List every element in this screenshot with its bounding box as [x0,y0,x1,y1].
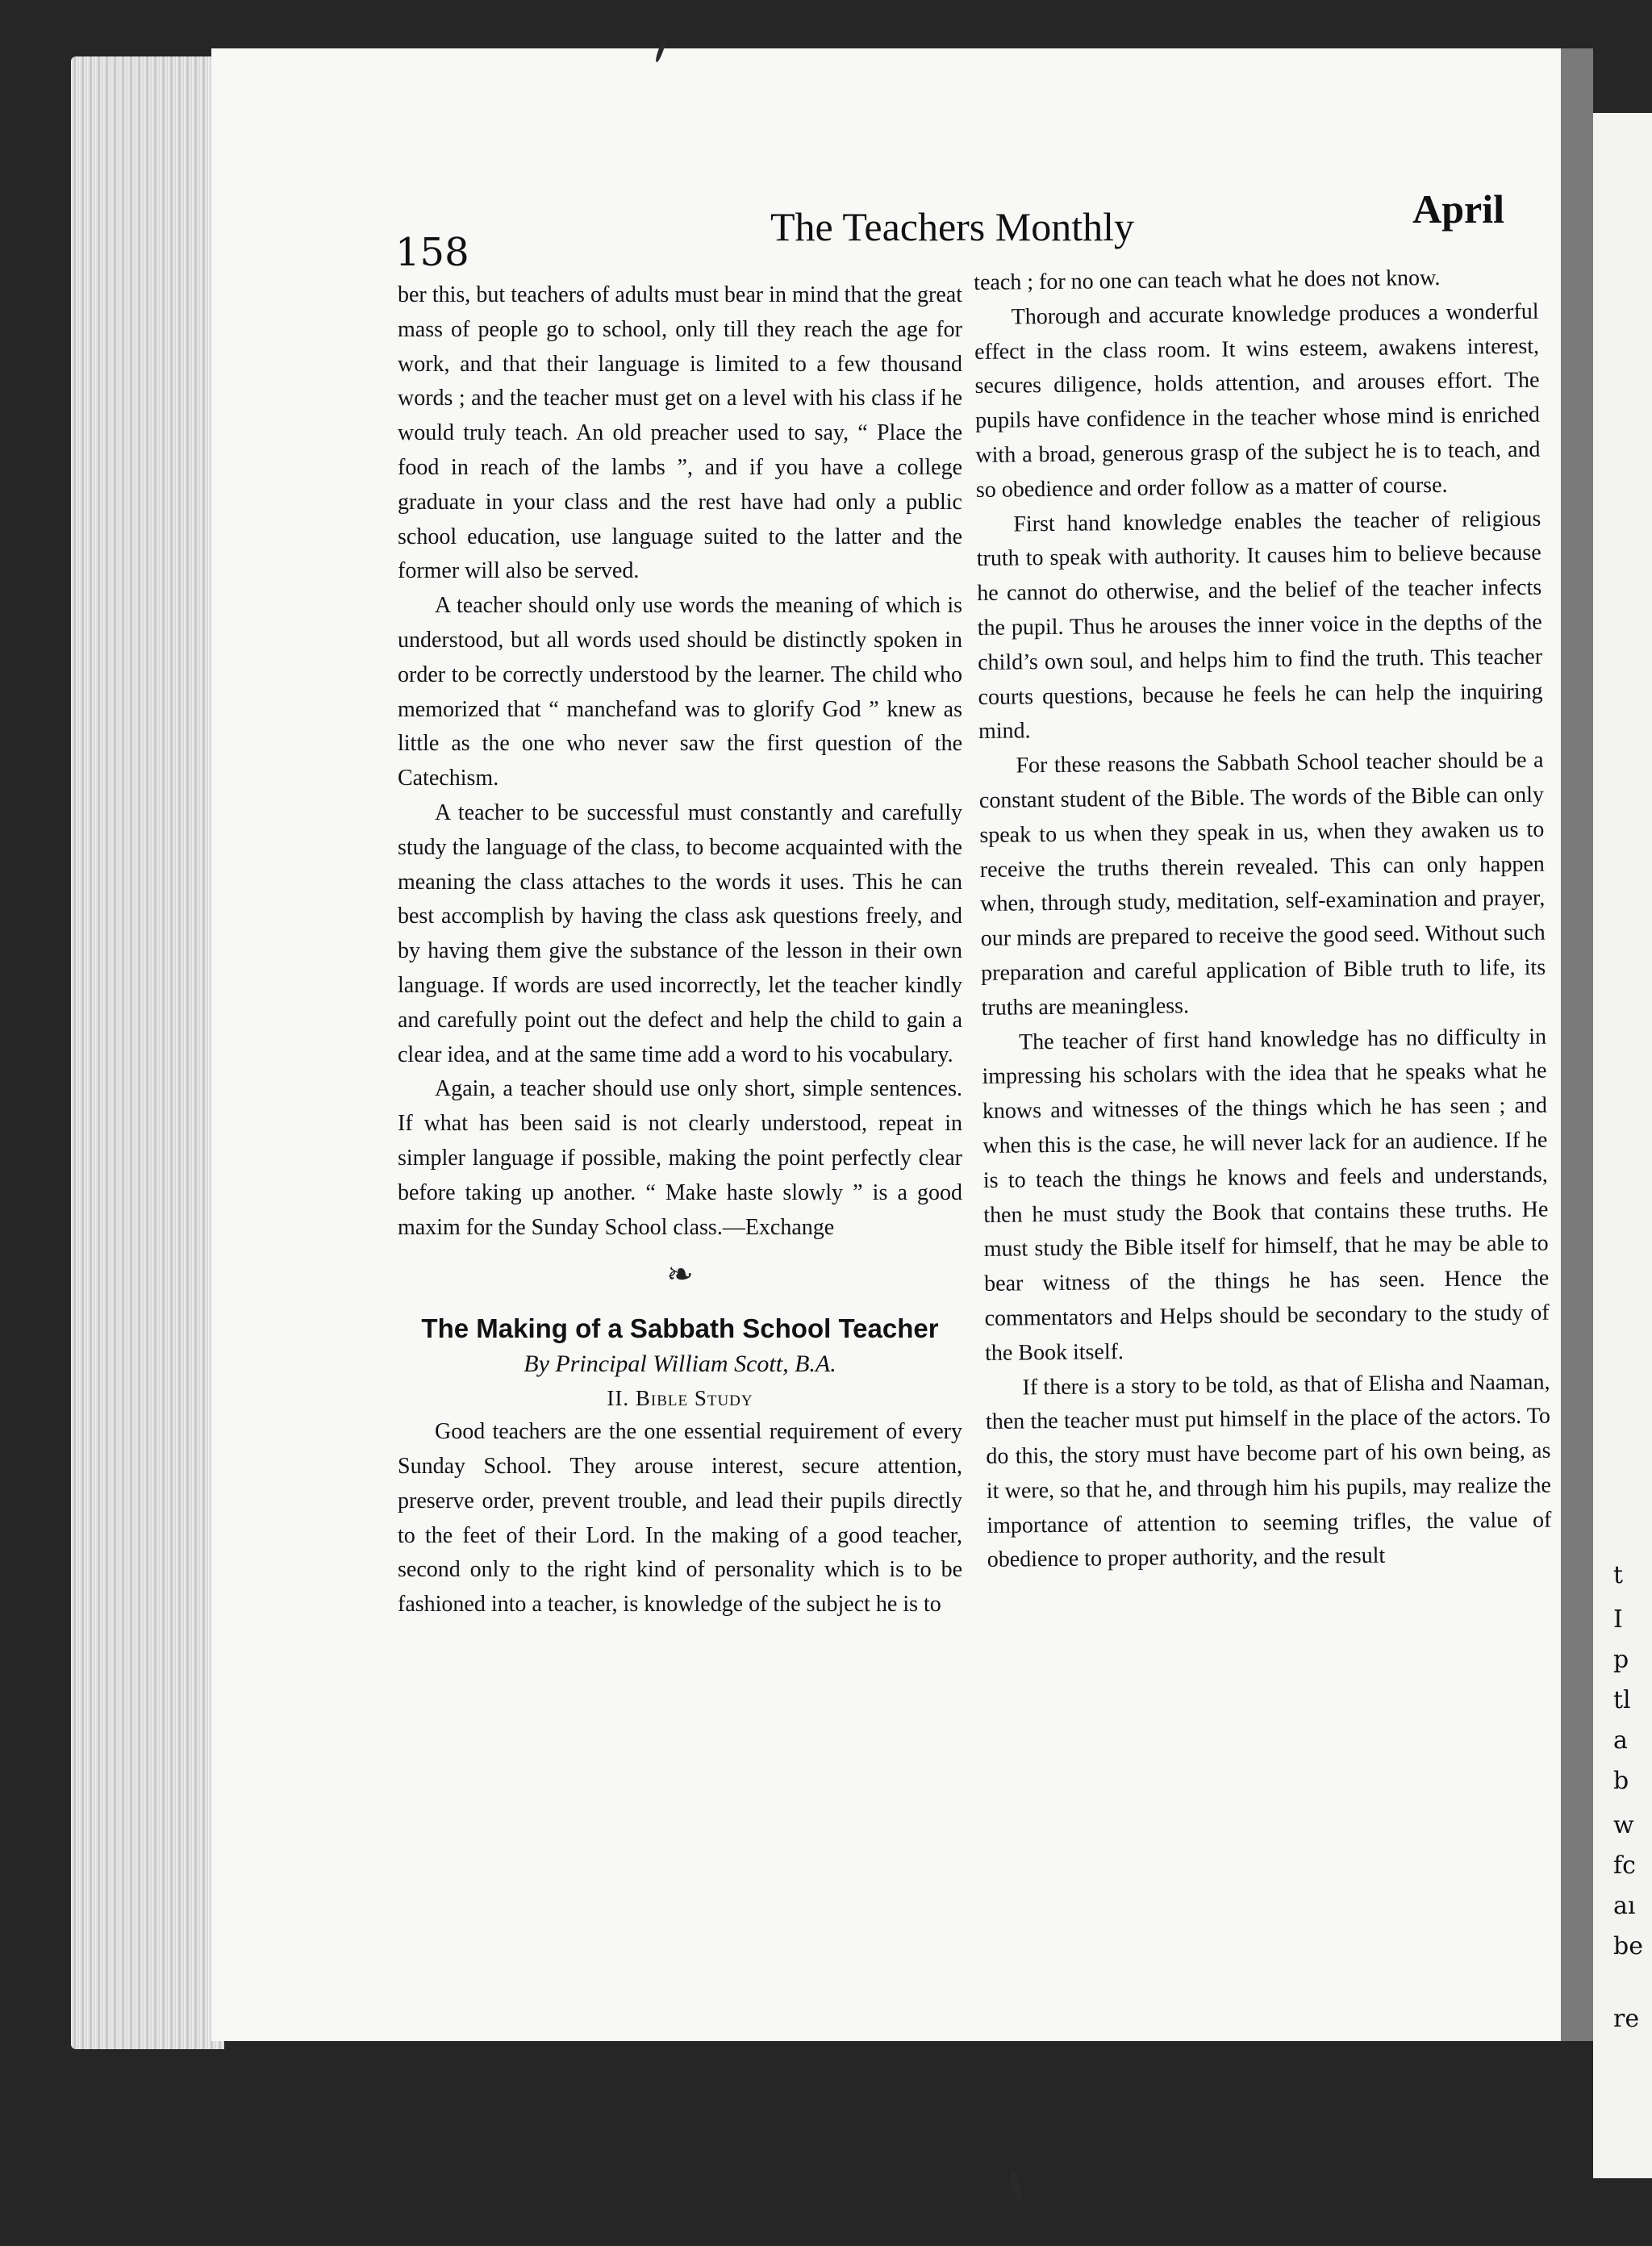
scan-mark [1008,2169,1024,2202]
adjacent-page-fragment: p [1613,1646,1629,1674]
ornament-divider: ❧ [666,1256,694,1293]
paragraph: A teacher to be successful must constantly and carefully study the language of the class, to become acquainted with the meaning the class attaches to the words it uses. This he can best accomplish by having the class ask questions freely, and by having them give the substance of the lesson in their own language. If words are used incorrectly, let the teacher kindly and carefully point out the defect and help the child to gain a clear idea, and at the same time add a word to his vocabulary. [398,799,962,1067]
paragraph: Thorough and accurate knowledge produces a wonderful effect in the class room. It wins esteem, awakens interest, secures diligence, holds attention, and arouses effort. The pupils have confidence in the teacher whose mind is enriched with a broad, generous grasp of the subject he is to teach, and so obedience and order follow as a matter of course. [974,298,1541,503]
paragraph: The teacher of first hand knowledge has no difficulty in impressing his scholars with the idea that he speaks what he knows and witnesses of the things which he has seen ; and when this is the case, he will never lack for an audience. If he is to teach the things he knows and feels and understands, then he must study the Book that contains these truths. He must study the Bible itself for himself, that he may be able to bear witness of the things he has seen. Hence the commentators and Helps should be secondary to the study of the Book itself. [982,1024,1550,1366]
adjacent-page-fragment: aı [1613,1892,1636,1920]
adjacent-page-fragment: a [1613,1726,1628,1755]
adjacent-page-fragment: b [1613,1767,1629,1795]
paragraph: If there is a story to be told, as that of Elisha and Naaman, then the teacher must put himself in the place of the actors. To do this, the story must have become part of his own being, as it were, so that he, and through him his pupils, may realize the importance of attention to seeming trifles, the value of obedience to proper authority, and the result [985,1369,1552,1573]
adjacent-page-fragment: w [1613,1811,1634,1839]
section-heading: II. Bible Study [607,1386,753,1411]
page-header [395,186,1504,275]
article-byline: By Principal William Scott, B.A. [524,1351,836,1378]
article-title: The Making of a Sabbath School Teacher [421,1313,939,1344]
adjacent-page-fragment: t [1613,1561,1624,1589]
page-number: 158 [395,230,469,275]
adjacent-page-fragment: be [1613,1932,1643,1960]
adjacent-page-fragment: tl [1613,1686,1631,1714]
paragraph: Again, a teacher should use only short, simple sentences. If what has been said is not clearly understood, repeat in simpler language if possible, making the point perfectly clear before taking up another. “ Make haste slowly ” is a good maxim for the Sunday School class.—Exchange [398,1076,962,1240]
book-gutter-shadow [1561,48,1593,2041]
book-page-edges [71,56,224,2049]
adjacent-page-fragment: fc [1613,1851,1636,1880]
left-column [398,278,962,1622]
paragraph: Good teachers are the one essential requirement of every Sunday School. They arouse interest, secure attention, preserve order, prevent trouble, and lead their pupils directly to the feet of their Lord. In the making of a good teacher, second only to the right kind of personality which is to be fashioned into a teacher, is knowledge of the subject he is to [398,1419,962,1618]
adjacent-page-fragment: re [1613,2005,1640,2033]
paragraph: ber this, but teachers of adults must bear in mind that the great mass of people go to school, only till they reach the age for work, and that their language is limited to a few thousand words ; and the teacher must get on a level with his class if he would truly teach. An old preacher used to say, “ Place the food in reach of the lambs ”, and if you have a college graduate in your class and the rest have had only a public school education, use language suited to the latter and the former will also be served. [398,282,962,584]
paragraph: For these reasons the Sabbath School teacher should be a constant student of the Bible. The words of the Bible can only speak to us when they speak in us, when they awaken us to receive the truths therein revealed. This can only happen when, through study, meditation, self-examination and prayer, our minds are prepared to receive the good seed. Without such preparation and careful application of Bible truth to life, its truths are meaningless. [978,747,1546,1021]
issue-month: April [1412,186,1504,232]
adjacent-page-fragment: I [1613,1605,1623,1634]
paragraph: A teacher should only use words the meaning of which is understood, but all words used should be distinctly spoken in order to be correctly understood by the learner. The child who memorized that “ manchefand was to glorify God ” knew as little as the one who never saw the first question of the Catechism. [398,593,962,791]
paragraph: teach ; for no one can teach what he does not know. [974,265,1441,295]
paragraph: First hand knowledge enables the teacher of religious truth to speak with authority. It causes him to believe because he cannot do otherwise, and the belief of the teacher infects the pupil. Thus he arouses the inner voice in the depths of the child’s own soul, and helps him to find the truth. This teacher courts questions, because he feels he can help the inquiring mind. [976,506,1543,745]
right-column [974,261,1552,1579]
running-title: The Teachers Monthly [770,204,1135,249]
